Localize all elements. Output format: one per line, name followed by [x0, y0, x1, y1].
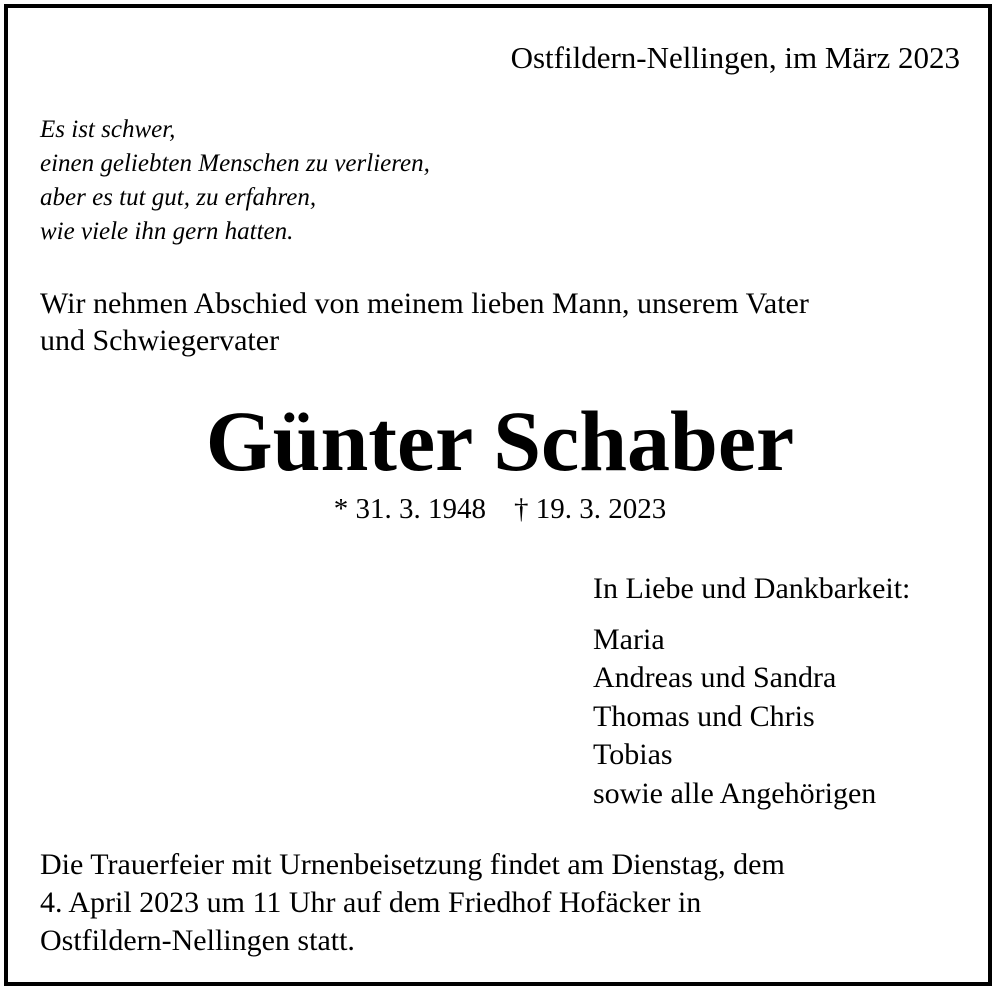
mourners-block [593, 570, 910, 813]
poem-line: einen geliebten Menschen zu verlieren, [40, 150, 430, 177]
service-line: Die Trauerfeier mit Urnenbeisetzung findet am Dienstag, dem [40, 848, 785, 881]
intro-text [40, 285, 965, 359]
poem-line: aber es tut gut, zu erfahren, [40, 184, 317, 211]
deceased-name: Günter Schaber [205, 393, 795, 489]
mourner-name: Andreas und Sandra [593, 661, 837, 694]
mourner-name: Thomas und Chris [593, 699, 815, 733]
poem-line: wie viele ihn gern hatten. [40, 218, 294, 245]
intro-line: und Schwiegervater [40, 324, 280, 357]
mourner-name: sowie alle Angehörigen [593, 776, 877, 810]
mourner-name: Maria [593, 622, 665, 656]
intro-line: Wir nehmen Abschied von meinem lieben Mann, unserem Vater [40, 287, 809, 320]
funeral-service-info [40, 846, 785, 960]
birth-date: * 31. 3. 1948 [333, 493, 486, 525]
service-line: Ostfildern-Nellingen statt. [40, 924, 355, 957]
death-date: † 19. 3. 2023 [514, 493, 667, 525]
place-date: Ostfildern-Nellingen, im März 2023 [510, 40, 960, 75]
mourners-heading: In Liebe und Dankbarkeit: [593, 572, 911, 605]
poem-line: Es ist schwer, [40, 116, 176, 143]
service-line: 4. April 2023 um 11 Uhr auf dem Friedhof Hofäcker in [40, 886, 702, 919]
poem [40, 113, 430, 249]
mourner-name: Tobias [593, 738, 673, 771]
life-dates [0, 491, 1000, 527]
